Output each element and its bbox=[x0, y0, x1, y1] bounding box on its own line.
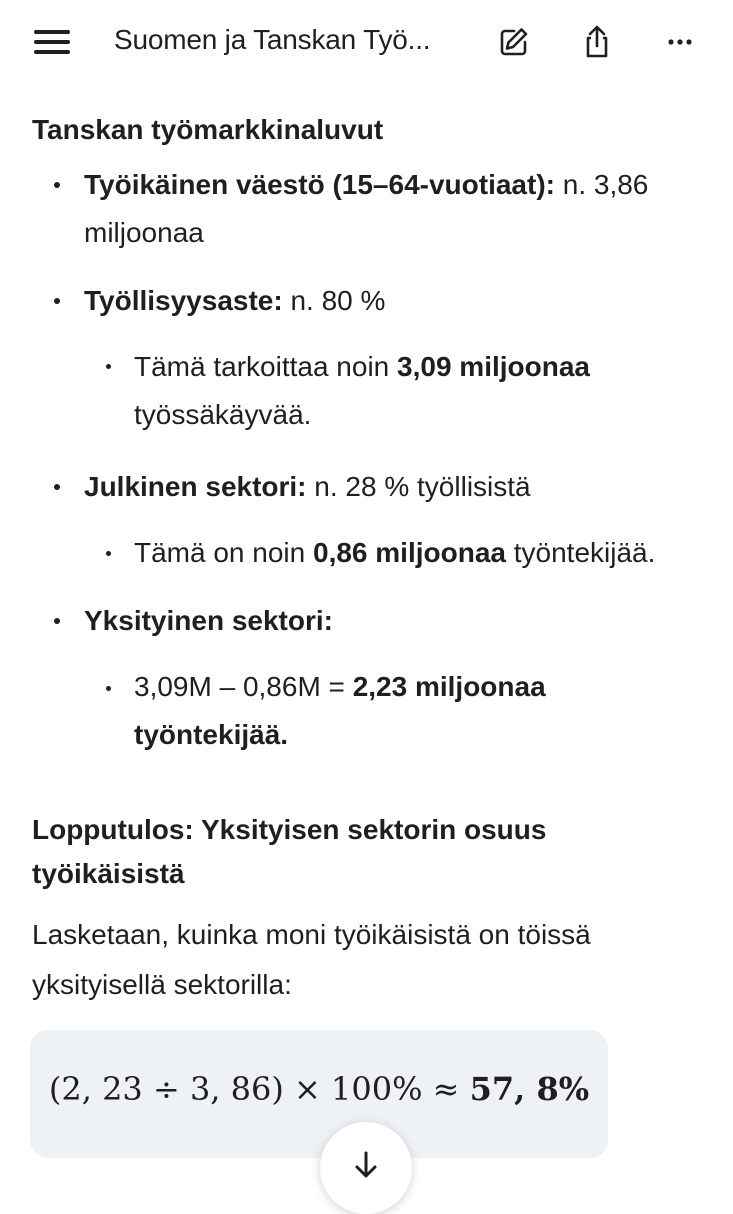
menu-icon[interactable] bbox=[34, 28, 70, 56]
sub-list-item: Tämä tarkoittaa noin 3,09 miljoonaa bbox=[134, 351, 590, 382]
paragraph-continued: yksityisellä sektorilla: bbox=[32, 969, 292, 1000]
list-item: Työikäinen väestö (15–64-vuotiaat): n. 3,86 bbox=[84, 169, 649, 200]
list-item: Yksityinen sektori: bbox=[84, 605, 333, 636]
conversation-title[interactable]: Suomen ja Tanskan Työ... bbox=[114, 24, 431, 55]
sub-bullet bbox=[106, 686, 111, 691]
bullet bbox=[54, 298, 60, 304]
scroll-down-button[interactable] bbox=[320, 1122, 412, 1214]
edit-icon[interactable] bbox=[494, 22, 534, 62]
formula-block bbox=[30, 1030, 608, 1158]
paragraph: Lasketaan, kuinka moni työikäisistä on töissä bbox=[32, 919, 591, 950]
more-icon[interactable] bbox=[660, 22, 700, 62]
sub-list-item: Tämä on noin 0,86 miljoonaa työntekijää. bbox=[134, 537, 656, 568]
bullet bbox=[54, 182, 60, 188]
list-item: Julkinen sektori: n. 28 % työllisistä bbox=[84, 471, 531, 502]
arrow-down-icon bbox=[352, 1150, 380, 1180]
sub-list-item-continued: työssäkäyvää. bbox=[134, 399, 312, 430]
section-heading-continued: työikäisistä bbox=[32, 858, 185, 889]
sub-list-item: 3,09M – 0,86M = 2,23 miljoonaa bbox=[134, 671, 546, 702]
list-item: Työllisyysaste: n. 80 % bbox=[84, 285, 386, 316]
bullet bbox=[54, 618, 60, 624]
formula: (2, 23 ÷ 3, 86) × 100% ≈ 57, 8% bbox=[48, 1070, 590, 1108]
sub-bullet bbox=[106, 551, 111, 556]
bullet bbox=[54, 484, 60, 490]
section-heading: Tanskan työmarkkinaluvut bbox=[32, 114, 384, 145]
sub-bullet bbox=[106, 364, 111, 369]
top-bar bbox=[0, 0, 733, 86]
section-heading: Lopputulos: Yksityisen sektorin osuus bbox=[32, 814, 547, 845]
share-icon[interactable] bbox=[577, 22, 617, 62]
sub-list-item-continued: työntekijää. bbox=[134, 719, 289, 750]
list-item-continued: miljoonaa bbox=[84, 217, 204, 248]
